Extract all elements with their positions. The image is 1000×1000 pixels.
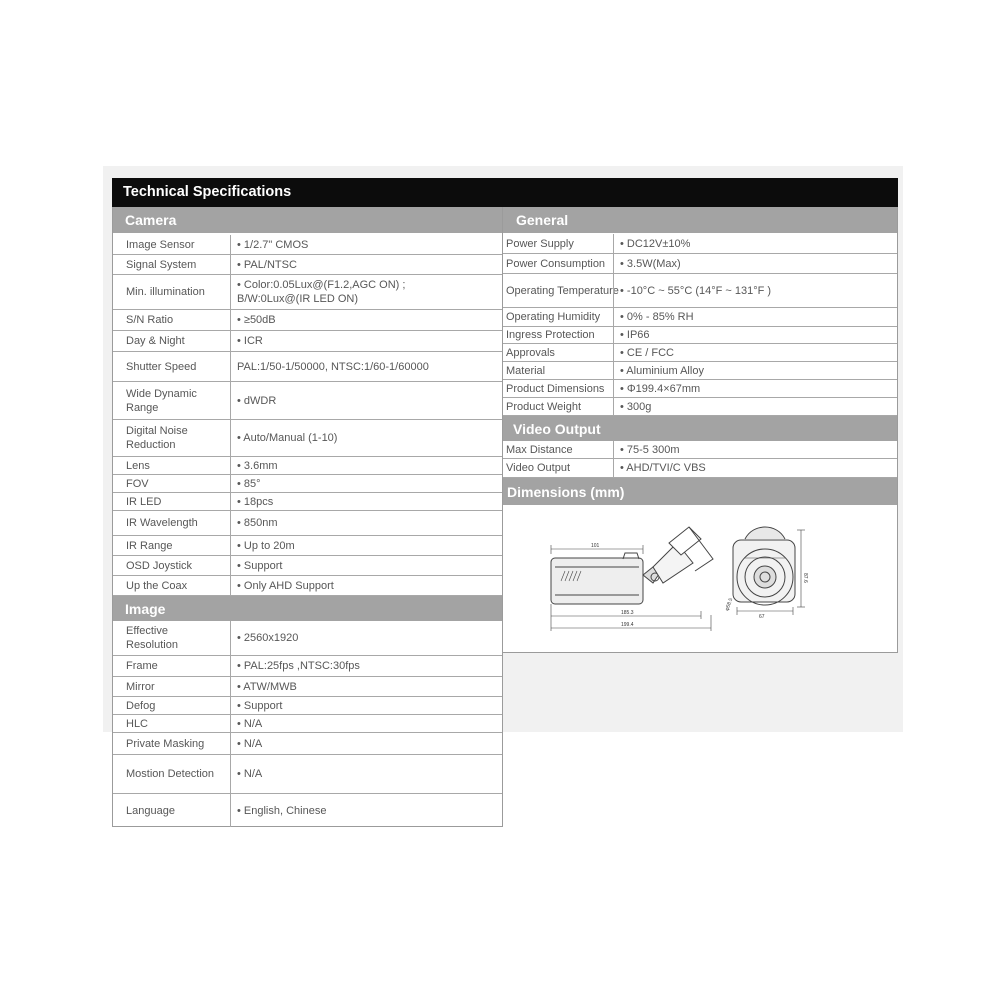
spec-row-ir-range bbox=[113, 536, 502, 556]
spec-value: • -10°C ~ 55°C (14°F ~ 131°F ) bbox=[613, 274, 893, 307]
spec-row-min-illumination bbox=[113, 275, 502, 310]
spec-value: • 2560x1920 bbox=[230, 621, 498, 655]
dim-label-bottom-length-2: 199.4 bbox=[621, 622, 634, 628]
spec-value: • AHD/TVI/C VBS bbox=[613, 459, 893, 477]
spec-label: Day & Night bbox=[126, 335, 185, 347]
spec-label: Up the Coax bbox=[126, 579, 188, 592]
spec-value: • DC12V±10% bbox=[613, 234, 893, 253]
spec-row-approvals bbox=[503, 344, 897, 362]
spec-value: • 85° bbox=[230, 475, 498, 492]
section-heading-image bbox=[113, 596, 502, 621]
section-heading-text: Camera bbox=[125, 212, 177, 228]
spec-row-language bbox=[113, 794, 502, 827]
section-heading-text: Video Output bbox=[513, 420, 601, 437]
spec-value: • 3.5W(Max) bbox=[613, 254, 893, 273]
spec-value: • ICR bbox=[230, 331, 498, 351]
spec-value: • 3.6mm bbox=[230, 457, 498, 474]
spec-row-mostion-detection bbox=[113, 755, 502, 794]
dim-label-width: 67 bbox=[759, 614, 765, 620]
spec-value: PAL:1/50-1/50000, NTSC:1/60-1/60000 bbox=[230, 352, 498, 381]
section-heading-camera bbox=[113, 207, 502, 233]
spec-label: Min. illumination bbox=[126, 286, 205, 298]
spec-value: • 18pcs bbox=[230, 493, 498, 510]
spec-row-operating-humidity bbox=[503, 308, 897, 327]
spec-label: Video Output bbox=[506, 462, 571, 474]
spec-row-signal-system bbox=[113, 255, 502, 275]
spec-value: • ATW/MWB bbox=[230, 677, 498, 696]
spec-row-shutter-speed bbox=[113, 352, 502, 382]
spec-value: • PAL/NTSC bbox=[230, 255, 498, 274]
spec-value: • 75-5 300m bbox=[613, 441, 893, 458]
spec-label: Ingress Protection bbox=[506, 329, 595, 341]
page-title: Technical Specifications bbox=[112, 178, 898, 207]
spec-row-effective-resolution bbox=[113, 621, 502, 656]
spec-label: Digital Noise Reduction bbox=[126, 425, 188, 451]
spec-label: Operating Temperature bbox=[506, 284, 619, 297]
spec-value: • Auto/Manual (1-10) bbox=[230, 420, 498, 456]
spec-label: Product Dimensions bbox=[506, 382, 605, 395]
spec-value: • CE / FCC bbox=[613, 344, 893, 361]
spec-label: S/N Ratio bbox=[126, 314, 174, 326]
spec-label: FOV bbox=[126, 477, 149, 490]
spec-row-up-the-coax bbox=[113, 576, 502, 596]
spec-row-osd-joystick bbox=[113, 556, 502, 576]
spec-value: • IP66 bbox=[613, 327, 893, 343]
spec-value: • Up to 20m bbox=[230, 536, 498, 555]
spec-label: Product Weight bbox=[506, 400, 582, 413]
spec-label: Material bbox=[506, 364, 546, 377]
spec-row-product-weight bbox=[503, 398, 897, 416]
dim-label-top-length: 101 bbox=[591, 543, 600, 549]
spec-row-video-output bbox=[503, 459, 897, 478]
spec-label: Private Masking bbox=[126, 737, 205, 750]
section-heading-video-output bbox=[503, 416, 897, 441]
spec-label: Effective Resolution bbox=[126, 625, 178, 651]
spec-value: • 850nm bbox=[230, 511, 498, 535]
spec-label: Max Distance bbox=[506, 443, 573, 456]
spec-value: • Aluminium Alloy bbox=[613, 362, 893, 379]
spec-row-digital-noise-reduction bbox=[113, 420, 502, 457]
spec-row-operating-temperature bbox=[503, 274, 897, 308]
spec-value: • Φ199.4×67mm bbox=[613, 380, 893, 397]
spec-value: • Only AHD Support bbox=[230, 576, 498, 595]
spec-row-hlc bbox=[113, 715, 502, 733]
spec-row-power-supply bbox=[503, 234, 897, 254]
spec-value: • dWDR bbox=[230, 382, 498, 419]
spec-row-s-n-ratio bbox=[113, 310, 502, 331]
spec-value: • N/A bbox=[230, 715, 498, 732]
spec-value: • N/A bbox=[230, 755, 498, 793]
spec-label: Mostion Detection bbox=[126, 768, 215, 780]
spec-row-fov bbox=[113, 475, 502, 493]
spec-row-ingress-protection bbox=[503, 327, 897, 344]
dim-label-diameter: φ58.5 bbox=[724, 597, 735, 612]
spec-label: Lens bbox=[126, 459, 150, 472]
spec-value: • Support bbox=[230, 697, 498, 714]
spec-row-mirror bbox=[113, 677, 502, 697]
spec-row-ir-led bbox=[113, 493, 502, 511]
spec-label: IR LED bbox=[126, 495, 162, 508]
spec-label: Shutter Speed bbox=[126, 360, 197, 373]
spec-row-material bbox=[503, 362, 897, 380]
spec-label: Operating Humidity bbox=[506, 311, 601, 323]
spec-value: • 1/2.7" CMOS bbox=[230, 235, 498, 254]
spec-value: • 0% - 85% RH bbox=[613, 308, 893, 326]
spec-label: HLC bbox=[126, 717, 149, 730]
spec-value: • Support bbox=[230, 556, 498, 575]
spec-row-max-distance bbox=[503, 441, 897, 459]
right-column bbox=[503, 207, 898, 653]
spec-row-day-night bbox=[113, 331, 502, 352]
section-heading-general bbox=[503, 207, 897, 233]
spec-row-private-masking bbox=[113, 733, 502, 755]
spec-row-defog bbox=[113, 697, 502, 715]
spec-label: OSD Joystick bbox=[126, 559, 193, 572]
spec-row-product-dimensions bbox=[503, 380, 897, 398]
spec-value: • Color:0.05Lux@(F1.2,AGC ON) ; B/W:0Lux@(IR LED ON) bbox=[230, 275, 498, 309]
spec-row-wide-dynamic-range bbox=[113, 382, 502, 420]
spec-label: Language bbox=[126, 804, 175, 817]
spec-label: IR Wavelength bbox=[126, 517, 198, 529]
spec-row-lens bbox=[113, 457, 502, 475]
spec-value: • ≥50dB bbox=[230, 310, 498, 330]
spec-label: Image Sensor bbox=[126, 238, 195, 251]
spec-value: • PAL:25fps ,NTSC:30fps bbox=[230, 656, 498, 676]
spec-row-frame bbox=[113, 656, 502, 677]
spec-label: Mirror bbox=[126, 680, 155, 693]
section-heading-text: General bbox=[516, 212, 569, 228]
spec-value: • English, Chinese bbox=[230, 794, 498, 827]
camera-front-view-drawing bbox=[733, 527, 805, 615]
spec-label: Defog bbox=[126, 699, 156, 712]
spec-label: Power Consumption bbox=[506, 257, 606, 270]
spec-label: IR Range bbox=[126, 539, 173, 552]
section-heading-dimensions bbox=[503, 478, 897, 505]
spec-label: Power Supply bbox=[506, 237, 574, 250]
dim-label-height: 87.6 bbox=[802, 573, 808, 583]
spec-label: Frame bbox=[126, 660, 158, 672]
spec-row-ir-wavelength bbox=[113, 511, 502, 536]
spec-value: • N/A bbox=[230, 733, 498, 754]
spec-value: • 300g bbox=[613, 398, 893, 415]
spec-row-power-consumption bbox=[503, 254, 897, 274]
left-column bbox=[112, 207, 503, 827]
spec-label: Approvals bbox=[506, 346, 555, 359]
spec-label: Signal System bbox=[126, 258, 197, 271]
spec-row-image-sensor bbox=[113, 235, 502, 255]
dim-label-bottom-length-1: 185.3 bbox=[621, 610, 634, 616]
section-heading-text: Image bbox=[125, 600, 166, 617]
spec-label: Wide Dynamic Range bbox=[126, 387, 197, 414]
dimensions-drawing bbox=[503, 505, 897, 652]
section-heading-text: Dimensions (mm) bbox=[507, 483, 625, 500]
